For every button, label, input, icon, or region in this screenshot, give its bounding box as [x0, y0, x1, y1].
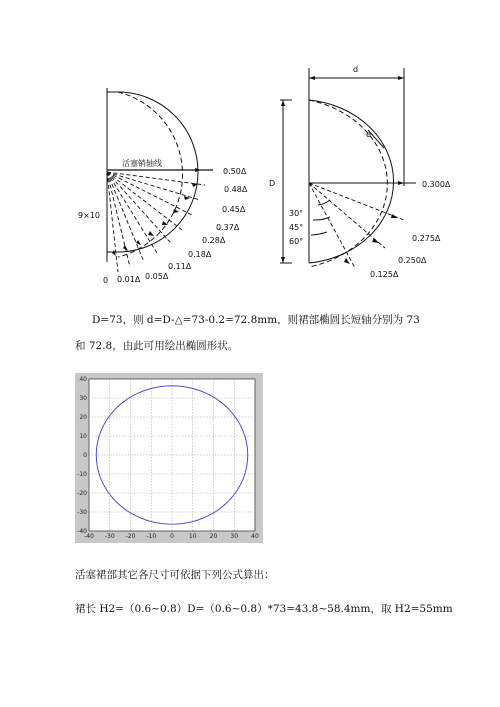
- x-tick-label: 20: [209, 533, 218, 540]
- x-tick-label: -30: [104, 533, 115, 540]
- x-tick-label: 40: [251, 533, 259, 540]
- dimension-D: D: [269, 179, 276, 188]
- x-tick-label: -20: [125, 533, 136, 540]
- left-value-1: 0.48Δ: [224, 185, 248, 194]
- y-tick-label: -20: [77, 490, 87, 497]
- left-value-4: 0.28Δ: [202, 236, 226, 245]
- y-tick-label: -30: [77, 509, 87, 516]
- paragraph-line-3: 活塞裙部其它各尺寸可依据下列公式算出：: [75, 569, 275, 581]
- paragraph-line-4: 裙长 H2=（0.6~0.8）D=（0.6~0.8）*73=43.8~58.4mm，取 H2=55mm: [75, 603, 453, 615]
- left-value-3: 0.37Δ: [216, 223, 240, 232]
- angle-45: 45°: [289, 223, 304, 232]
- spacing-label: 9×10: [78, 211, 100, 220]
- x-tick-label: 10: [188, 533, 197, 540]
- x-tick-label: 0: [170, 533, 174, 540]
- right-value-2: 0.250Δ: [398, 256, 427, 265]
- skirt-profile-figure: [0, 0, 500, 300]
- right-value-1: 0.275Δ: [412, 234, 441, 243]
- y-tick-label: 0: [83, 452, 87, 459]
- left-value-6: 0.11Δ: [168, 262, 192, 271]
- left-value-8: 0.01Δ: [117, 275, 141, 284]
- paragraph-line-2: 和 72.8，由此可用绘出椭圆形状。: [75, 340, 239, 352]
- y-tick-label: 30: [79, 395, 87, 402]
- left-value-2: 0.45Δ: [222, 205, 246, 214]
- angle-30: 30°: [289, 209, 304, 218]
- left-value-9: 0: [103, 276, 109, 285]
- dimension-d: d: [353, 65, 359, 74]
- y-tick-label: 20: [79, 414, 87, 421]
- right-value-0: 0.300Δ: [422, 180, 451, 189]
- ellipse-plot: [75, 373, 263, 543]
- right-arrows: [281, 76, 404, 264]
- right-value-3: 0.125Δ: [370, 270, 399, 279]
- y-tick-label: 40: [79, 376, 87, 383]
- paragraph-line-1: D=73，则 d=D-△=73-0.2=72.8mm，则裙部椭圆长短轴分别为 73: [92, 314, 420, 326]
- y-tick-label: -10: [77, 471, 87, 478]
- left-diagram: [107, 88, 213, 272]
- x-tick-label: -40: [84, 533, 94, 540]
- pin-axis-label: 活塞销轴线: [122, 159, 162, 168]
- left-value-7: 0.05Δ: [145, 272, 169, 281]
- dimension-e: e: [366, 130, 371, 139]
- angle-60: 60°: [289, 237, 304, 246]
- left-value-0: 0.50Δ: [223, 167, 247, 176]
- left-value-5: 0.18Δ: [188, 250, 212, 259]
- y-tick-label: 10: [79, 433, 87, 440]
- x-tick-label: 30: [230, 533, 239, 540]
- x-tick-label: -10: [146, 533, 157, 540]
- y-tick-label: -40: [77, 528, 87, 535]
